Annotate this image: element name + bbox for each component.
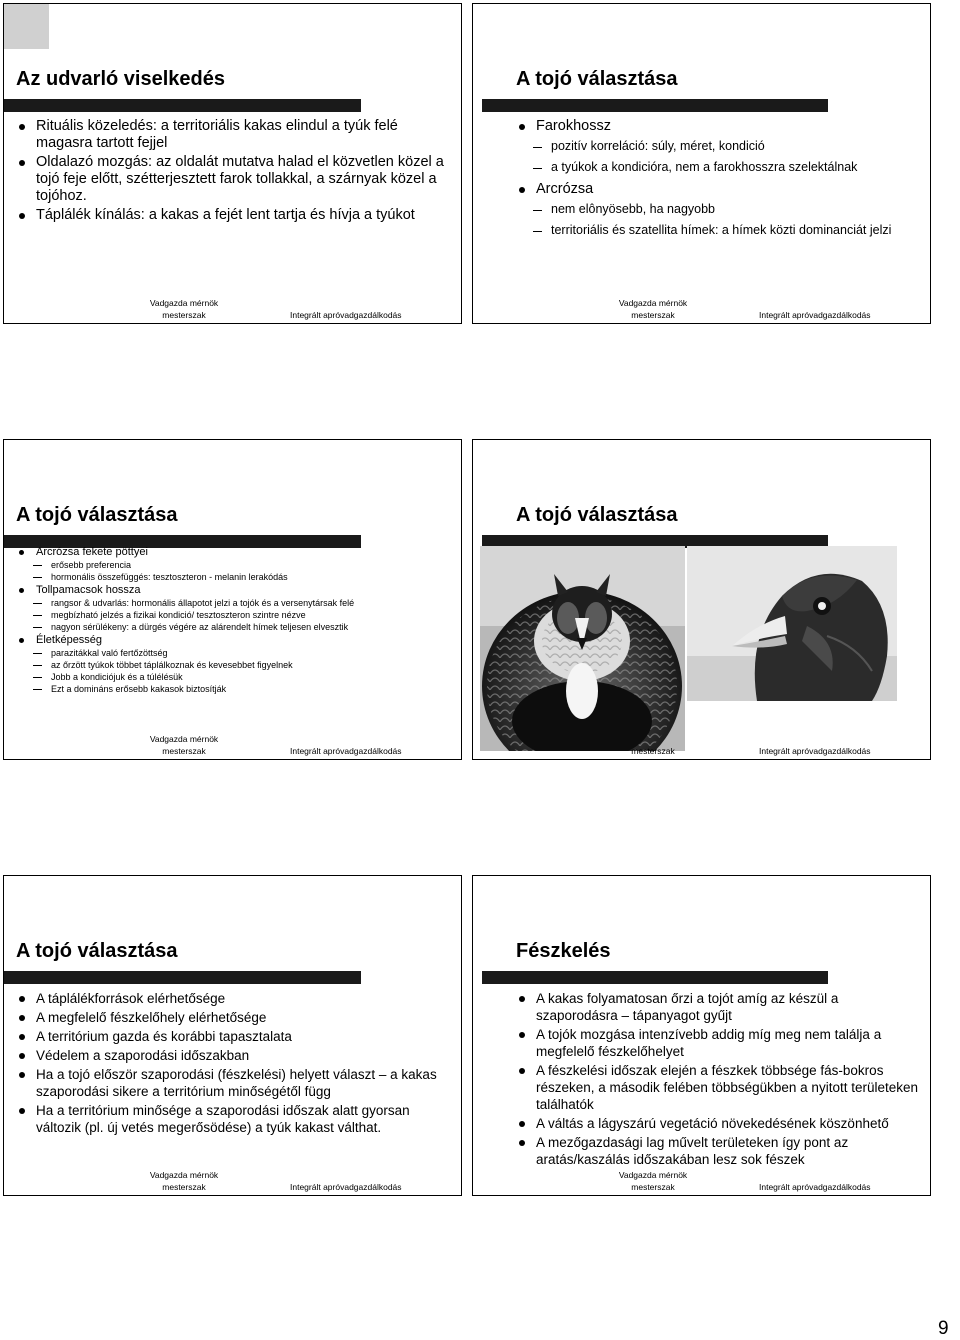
slide-footer xyxy=(473,1169,930,1193)
title-underline-bar xyxy=(4,99,361,112)
sub-bullet-item: megbízható jelzés a fizikai kondició/ tesztoszteron szintre nézve xyxy=(16,610,451,620)
slide-5 xyxy=(3,875,462,1196)
footer-program: mesterszak xyxy=(162,746,206,756)
bullet-item: Ha a tojó először szaporodási (fészkelési) helyett választ – a kakas szaporodási sikere a territórium minőségétől függ xyxy=(16,1066,451,1100)
bullet-item: A fészkelési időszak elején a fészkek többsége fás-bokros részeken, a második felében többségükben a nyitott területeken találhatók xyxy=(516,1062,920,1113)
title-underline-bar xyxy=(4,971,361,984)
footer-program: mesterszak xyxy=(631,746,675,756)
bullet-item: Rituális közeledés: a territoriális kakas elindul a tyúk felé magasra tartott fejjel xyxy=(16,118,451,152)
sub-bullet-item: a tyúkok a kondicióra, nem a farokhosszra szelektálnak xyxy=(516,160,920,175)
footer-course: Integrált apróvadgazdálkodás xyxy=(290,1182,402,1192)
sub-bullet-item: pozitív korreláció: súly, méret, kondició xyxy=(516,139,920,154)
sub-bullet-item: nagyon sérülékeny: a dürgés végére az alárendelt hímek teljesen elvesztik xyxy=(16,622,451,632)
slide-title: Fészkelés xyxy=(516,940,611,962)
footer-program: mesterszak xyxy=(631,1182,675,1192)
slide-body xyxy=(16,990,451,1138)
slide-title: A tojó választása xyxy=(16,940,178,962)
bullet-item: Védelem a szaporodási időszakban xyxy=(16,1047,451,1064)
sub-bullet-item: rangsor & udvarlás: hormonális állapotot jelzi a tojók és a versenytársak felé xyxy=(16,598,451,608)
bullet-item: A váltás a lágyszárú vegetáció növekedésének köszönhető xyxy=(516,1115,920,1132)
footer-course: Integrált apróvadgazdálkodás xyxy=(290,310,402,320)
page-number: 9 xyxy=(938,1318,949,1339)
bullet-item: A territórium gazda és korábbi tapasztalata xyxy=(16,1028,451,1045)
slide-title: A tojó választása xyxy=(516,504,678,526)
bullet-item: Farokhossz xyxy=(516,118,920,135)
slide-footer xyxy=(4,1169,461,1193)
footer-author: Vadgazda mérnök xyxy=(149,1170,219,1180)
slide-title: Az udvarló viselkedés xyxy=(16,68,225,90)
bullet-item: A megfelelő fészkelőhely elérhetősége xyxy=(16,1009,451,1026)
sub-bullet-item: parazitákkal való fertőzöttség xyxy=(16,648,451,658)
bullet-item: A kakas folyamatosan őrzi a tojót amíg az készül a szaporodásra – tápanyagot gyűjt xyxy=(516,990,920,1024)
footer-author: Vadgazda mérnök xyxy=(618,298,688,308)
slide-body xyxy=(16,546,451,696)
bullet-item: A táplálékforrások elérhetősége xyxy=(16,990,451,1007)
pheasant-head-photo xyxy=(687,546,897,701)
slide-footer xyxy=(4,297,461,321)
footer-author: Vadgazda mérnök xyxy=(618,1170,688,1180)
sub-bullet-item: Jobb a kondiciójuk és a túlélésük xyxy=(16,672,451,682)
footer-author: Vadgazda mérnök xyxy=(149,298,219,308)
sub-bullet-item: territoriális és szatellita hímek: a hímek közti dominanciát jelzi xyxy=(516,223,920,238)
bullet-item: Életképesség xyxy=(16,634,451,647)
slide-4 xyxy=(472,439,931,760)
bullet-item: A tojók mozgása intenzívebb addig míg meg nem találja a megfelelő fészkelőhelyet xyxy=(516,1026,920,1060)
slide-footer xyxy=(4,733,461,757)
bullet-item: Oldalazó mozgás: az oldalát mutatva halad el közvetlen közel a tojó feje előtt, szétterjesztett farok tollakkal, a szárnyak közel a tojóhoz. xyxy=(16,154,451,205)
slide-footer xyxy=(473,297,930,321)
slide-corner-decoration xyxy=(4,4,49,49)
slide-body xyxy=(516,118,920,244)
bullet-item: A mezőgazdasági lag művelt területeken így pont az aratás/kaszálás időszakában lesz sok fészek xyxy=(516,1134,920,1168)
sub-bullet-item: nem elônyösebb, ha nagyobb xyxy=(516,202,920,217)
bullet-item: Arcrózsa xyxy=(516,181,920,198)
slide-title: A tojó választása xyxy=(516,68,678,90)
sub-bullet-item: hormonális összefüggés: tesztoszteron - melanin lerakódás xyxy=(16,572,451,582)
sub-bullet-item: erősebb preferencia xyxy=(16,560,451,570)
pheasant-front-photo xyxy=(480,546,685,751)
sub-bullet-item: Ezt a domináns erősebb kakasok biztosítják xyxy=(16,684,451,694)
slide-title: A tojó választása xyxy=(16,504,178,526)
footer-course: Integrált apróvadgazdálkodás xyxy=(759,746,871,756)
bullet-item: Táplálék kínálás: a kakas a fejét lent tartja és hívja a tyúkot xyxy=(16,207,451,224)
footer-program: mesterszak xyxy=(162,310,206,320)
bullet-item: Ha a territórium minősége a szaporodási időszak alatt gyorsan változik (pl. új vetés megerősödése) a tyúk kakast válthat. xyxy=(16,1102,451,1136)
slide-6 xyxy=(472,875,931,1196)
slide-3 xyxy=(3,439,462,760)
footer-course: Integrált apróvadgazdálkodás xyxy=(759,310,871,320)
sub-bullet-item: az őrzött tyúkok többet táplálkoznak és kevesebbet figyelnek xyxy=(16,660,451,670)
slide-1 xyxy=(3,3,462,324)
slide-body xyxy=(516,990,920,1170)
footer-course: Integrált apróvadgazdálkodás xyxy=(759,1182,871,1192)
title-underline-bar xyxy=(482,971,828,984)
bullet-item: Tollpamacsok hossza xyxy=(16,584,451,597)
slide-body xyxy=(16,118,451,226)
footer-program: mesterszak xyxy=(162,1182,206,1192)
title-underline-bar xyxy=(482,99,828,112)
bullet-item: Arcrózsa fekete pöttyei xyxy=(16,546,451,559)
slide-footer xyxy=(473,733,930,757)
footer-author: Vadgazda mérnök xyxy=(149,734,219,744)
footer-program: mesterszak xyxy=(631,310,675,320)
slide-2 xyxy=(472,3,931,324)
footer-course: Integrált apróvadgazdálkodás xyxy=(290,746,402,756)
